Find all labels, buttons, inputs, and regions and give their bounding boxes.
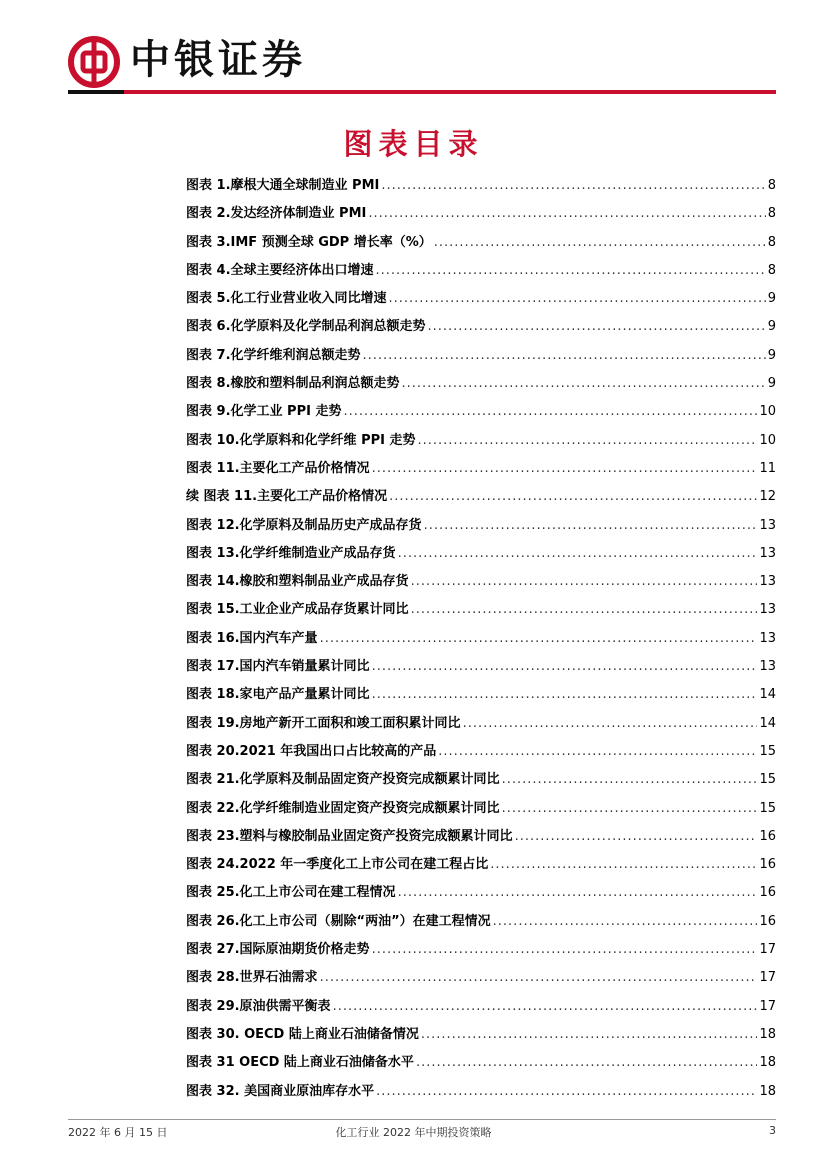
toc-entry[interactable] <box>186 851 776 879</box>
toc-entry-page: 9 <box>767 376 776 392</box>
footer-date: 2022 年 6 月 15 日 <box>68 1126 168 1139</box>
toc-entry[interactable] <box>186 738 776 766</box>
toc-entry-label: 图表 7.化学纤维利润总额走势 <box>186 347 361 363</box>
toc-entry-label: 图表 3.IMF 预测全球 GDP 增长率（%） <box>186 234 432 250</box>
header-rule-red <box>124 90 776 94</box>
toc-entry-page: 9 <box>767 347 776 363</box>
toc-entry-page: 13 <box>759 602 776 618</box>
toc-entry[interactable] <box>186 653 776 681</box>
toc-entry[interactable] <box>186 1049 776 1077</box>
toc-entry-label: 图表 15.工业企业产成品存货累计同比 <box>186 602 409 618</box>
toc-entry-page: 9 <box>767 291 776 307</box>
toc-dot-leader <box>502 795 758 823</box>
table-of-figures <box>186 172 776 1106</box>
toc-dot-leader <box>502 766 758 794</box>
toc-entry-page: 13 <box>759 659 776 675</box>
toc-dot-leader <box>333 993 758 1021</box>
toc-entry-page: 13 <box>759 574 776 590</box>
toc-entry-label: 图表 17.国内汽车销量累计同比 <box>186 659 370 675</box>
toc-entry-page: 15 <box>759 800 776 816</box>
toc-entry[interactable] <box>186 823 776 851</box>
toc-entry[interactable] <box>186 172 776 200</box>
toc-dot-leader <box>372 455 758 483</box>
toc-entry-label: 图表 4.全球主要经济体出口增速 <box>186 262 374 278</box>
toc-dot-leader <box>402 370 766 398</box>
toc-dot-leader <box>411 596 758 624</box>
toc-entry-label: 图表 2.发达经济体制造业 PMI <box>186 206 367 222</box>
toc-entry-page: 15 <box>759 743 776 759</box>
toc-entry[interactable] <box>186 370 776 398</box>
toc-entry[interactable] <box>186 540 776 568</box>
toc-entry-page: 17 <box>759 942 776 958</box>
toc-entry-label: 图表 30. OECD 陆上商业石油储备情况 <box>186 1026 419 1042</box>
toc-entry[interactable] <box>186 483 776 511</box>
toc-entry-label: 图表 1.摩根大通全球制造业 PMI <box>186 178 380 193</box>
toc-entry-label: 图表 29.原油供需平衡表 <box>186 998 331 1014</box>
toc-entry-page: 8 <box>767 178 776 193</box>
toc-entry-page: 13 <box>759 517 776 533</box>
toc-entry[interactable] <box>186 908 776 936</box>
toc-dot-leader <box>421 1021 758 1049</box>
toc-dot-leader <box>418 427 758 455</box>
toc-entry-label: 图表 13.化学纤维制造业产成品存货 <box>186 545 396 561</box>
toc-entry-label: 图表 20.2021 年我国出口占比较高的产品 <box>186 743 437 759</box>
toc-dot-leader <box>389 483 757 511</box>
toc-entry[interactable] <box>186 879 776 907</box>
toc-dot-leader <box>320 625 758 653</box>
toc-entry-page: 13 <box>759 630 776 646</box>
toc-dot-leader <box>463 710 758 738</box>
toc-entry-page: 15 <box>759 772 776 788</box>
toc-entry-page: 16 <box>759 913 776 929</box>
toc-entry-page: 10 <box>759 432 776 448</box>
toc-entry[interactable] <box>186 455 776 483</box>
toc-entry-page: 17 <box>759 998 776 1014</box>
toc-dot-leader <box>372 653 758 681</box>
toc-entry[interactable] <box>186 342 776 370</box>
toc-entry[interactable] <box>186 200 776 228</box>
toc-entry-page: 8 <box>767 262 776 278</box>
toc-entry-label: 图表 24.2022 年一季度化工上市公司在建工程占比 <box>186 857 489 873</box>
toc-entry[interactable] <box>186 1078 776 1106</box>
toc-entry-page: 16 <box>759 828 776 844</box>
toc-entry-label: 图表 16.国内汽车产量 <box>186 630 318 646</box>
toc-entry-page: 13 <box>759 545 776 561</box>
toc-entry[interactable] <box>186 568 776 596</box>
toc-entry-label: 图表 14.橡胶和塑料制品业产成品存货 <box>186 574 409 590</box>
toc-dot-leader <box>398 540 758 568</box>
toc-entry-page: 14 <box>759 687 776 703</box>
toc-dot-leader <box>376 257 766 285</box>
toc-entry[interactable] <box>186 681 776 709</box>
toc-entry[interactable] <box>186 710 776 738</box>
toc-entry-label: 图表 9.化学工业 PPI 走势 <box>186 404 342 420</box>
toc-entry[interactable] <box>186 427 776 455</box>
toc-dot-leader <box>389 285 766 313</box>
toc-entry[interactable] <box>186 1021 776 1049</box>
toc-dot-leader <box>515 823 758 851</box>
toc-entry-label: 图表 8.橡胶和塑料制品利润总额走势 <box>186 376 400 392</box>
toc-entry-label: 图表 21.化学原料及制品固定资产投资完成额累计同比 <box>186 772 500 788</box>
footer-page-number: 3 <box>769 1124 776 1137</box>
toc-dot-leader <box>493 908 758 936</box>
toc-dot-leader <box>363 342 766 370</box>
toc-entry-page: 18 <box>759 1026 776 1042</box>
toc-entry[interactable] <box>186 285 776 313</box>
toc-entry-label: 图表 27.国际原油期货价格走势 <box>186 942 370 958</box>
page-header <box>0 0 827 100</box>
toc-entry[interactable] <box>186 766 776 794</box>
toc-entry-label: 图表 31 OECD 陆上商业石油储备水平 <box>186 1055 414 1071</box>
toc-entry-page: 10 <box>759 404 776 420</box>
toc-entry[interactable] <box>186 795 776 823</box>
toc-entry-label: 图表 18.家电产品产量累计同比 <box>186 687 370 703</box>
toc-entry-page: 18 <box>759 1083 776 1099</box>
toc-entry-page: 16 <box>759 857 776 873</box>
toc-entry-label: 图表 6.化学原料及化学制品利润总额走势 <box>186 319 426 335</box>
toc-entry-label: 图表 23.塑料与橡胶制品业固定资产投资完成额累计同比 <box>186 828 513 844</box>
toc-entry[interactable] <box>186 936 776 964</box>
toc-entry-label: 图表 26.化工上市公司（剔除“两油”）在建工程情况 <box>186 913 491 929</box>
toc-entry[interactable] <box>186 964 776 992</box>
toc-entry-label: 图表 10.化学原料和化学纤维 PPI 走势 <box>186 432 416 448</box>
toc-dot-leader <box>372 936 758 964</box>
toc-entry-label: 续 图表 11.主要化工产品价格情况 <box>186 489 388 505</box>
toc-entry[interactable] <box>186 229 776 257</box>
toc-entry[interactable] <box>186 993 776 1021</box>
toc-entry-page: 11 <box>759 460 776 476</box>
toc-entry-page: 12 <box>759 489 776 505</box>
toc-entry-label: 图表 19.房地产新开工面积和竣工面积累计同比 <box>186 715 461 731</box>
toc-dot-leader <box>320 964 758 992</box>
toc-entry[interactable] <box>186 625 776 653</box>
toc-entry-label: 图表 32. 美国商业原油库存水平 <box>186 1083 375 1099</box>
toc-entry-page: 8 <box>767 206 776 222</box>
toc-entry-page: 9 <box>767 319 776 335</box>
toc-entry-label: 图表 28.世界石油需求 <box>186 970 318 986</box>
toc-entry[interactable] <box>186 313 776 341</box>
toc-dot-leader <box>490 851 757 879</box>
toc-entry-label: 图表 12.化学原料及制品历史产成品存货 <box>186 517 422 533</box>
toc-entry-page: 8 <box>767 234 776 250</box>
toc-entry[interactable] <box>186 596 776 624</box>
toc-dot-leader <box>424 512 758 540</box>
toc-dot-leader <box>368 200 765 228</box>
toc-dot-leader <box>428 313 766 341</box>
footer-report-title: 化工行业 2022 年中期投资策略 <box>335 1126 492 1139</box>
toc-entry[interactable] <box>186 257 776 285</box>
bank-of-china-logo-icon <box>68 36 120 88</box>
toc-entry-page: 16 <box>759 885 776 901</box>
page-title: 图表目录 <box>343 127 484 161</box>
toc-dot-leader <box>376 1078 757 1106</box>
toc-dot-leader <box>372 681 758 709</box>
toc-dot-leader <box>411 568 758 596</box>
toc-entry-label: 图表 5.化工行业营业收入同比增速 <box>186 291 387 307</box>
toc-dot-leader <box>381 172 765 200</box>
toc-dot-leader <box>398 879 758 907</box>
brand-name: 中银证券 <box>130 36 306 83</box>
toc-dot-leader <box>343 398 757 426</box>
toc-dot-leader <box>434 229 766 257</box>
toc-entry-label: 图表 11.主要化工产品价格情况 <box>186 460 370 476</box>
toc-entry-page: 14 <box>759 715 776 731</box>
toc-dot-leader <box>438 738 757 766</box>
toc-entry[interactable] <box>186 398 776 426</box>
toc-entry-label: 图表 22.化学纤维制造业固定资产投资完成额累计同比 <box>186 800 500 816</box>
toc-entry-page: 18 <box>759 1055 776 1071</box>
footer-divider <box>68 1119 776 1120</box>
toc-dot-leader <box>416 1049 758 1077</box>
toc-entry[interactable] <box>186 512 776 540</box>
toc-entry-page: 17 <box>759 970 776 986</box>
header-rule-dark <box>68 90 124 94</box>
toc-entry-label: 图表 25.化工上市公司在建工程情况 <box>186 885 396 901</box>
